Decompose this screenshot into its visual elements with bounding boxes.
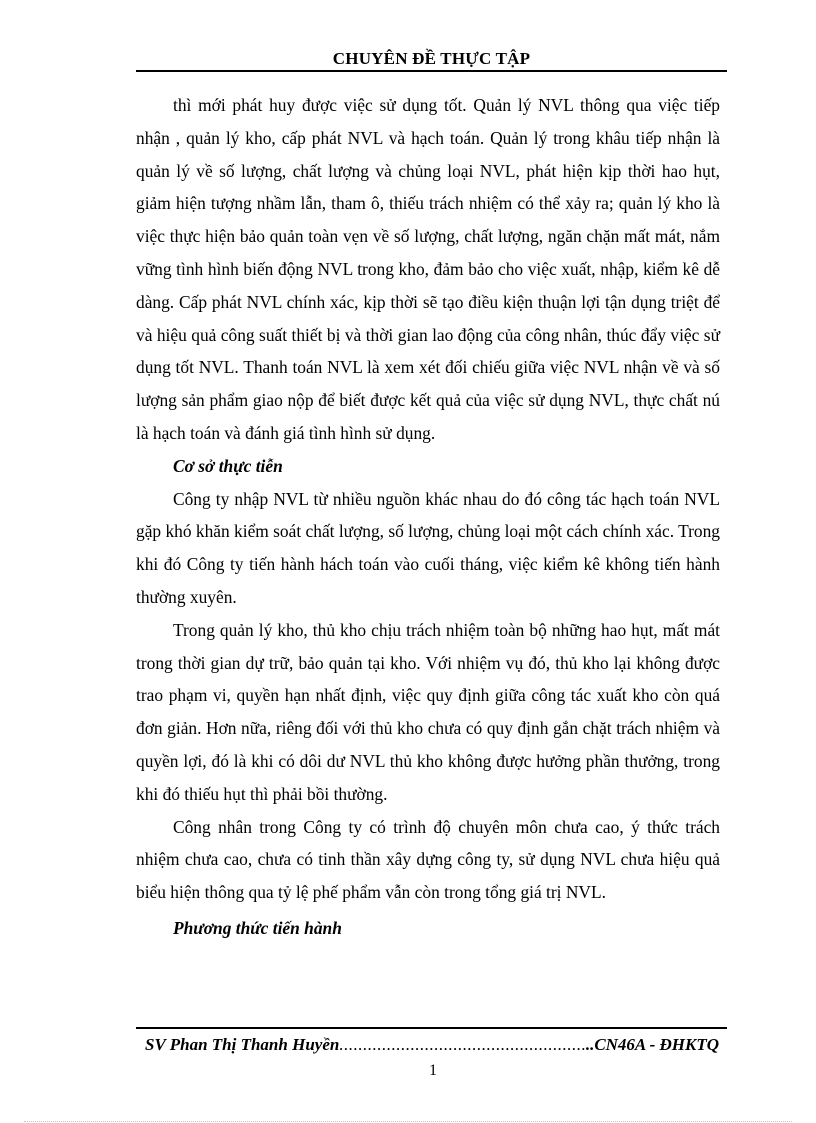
paragraph-nvl-management: thì mới phát huy được việc sử dụng tốt. Quản lý NVL thông qua việc tiếp nhận , quản lý kho, cấp phát NVL và hạch toán. Quản lý trong khâu tiếp nhận là quản lý về số lượng, chất lượng và chủng loại NVL, phát hiện kịp thời hao hụt, giảm hiện tượng nhầm lẫn, tham ô, thiếu trách nhiệm có thể xảy ra; quản lý kho là việc thực hiện bảo quản toàn vẹn về số lượng, chất lượng, ngăn chặn mất mát, nắm vững tình hình biến động NVL trong kho, đảm bảo cho việc xuất, nhập, kiểm kê dễ dàng. Cấp phát NVL chính xác, kịp thời sẽ tạo điều kiện thuận lợi tận dụng triệt để và hiệu quả công suất thiết bị và thời gian lao động của công nhân, thúc đẩy việc sử dụng tốt NVL. Thanh toán NVL là xem xét đối chiếu giữa việc NVL nhận về và số lượng sản phẩm giao nộp để biết được kết quả của việc sử dụng NVL, thực chất nú là hạch toán và đánh giá tình hình sử dụng. xyxy=(136,95,720,443)
section-heading-practical-basis: Cơ sở thực tiễn xyxy=(173,455,283,476)
footer-author: SV Phan Thị Thanh Huyền xyxy=(145,1035,340,1054)
paragraph-workers: Công nhân trong Công ty có trình độ chuyên môn chưa cao, ý thức trách nhiệm chưa cao, chưa có tinh thần xây dựng công ty, sử dụng NVL chưa hiệu quả biểu hiện thông qua tỷ lệ phế phẩm vẫn còn trong tổng giá trị NVL. xyxy=(136,816,720,903)
page-number: 1 xyxy=(429,1062,437,1079)
page-footer xyxy=(145,1035,719,1055)
page-header-title: CHUYÊN ĐỀ THỰC TẬP xyxy=(332,49,531,68)
footer-class-code: ..CN46A - ĐHKTQ xyxy=(585,1035,719,1054)
footer-divider xyxy=(136,1027,727,1029)
page-bottom-edge xyxy=(24,1121,792,1122)
paragraph-nvl-sources: Công ty nhập NVL từ nhiều nguồn khác nhau do đó công tác hạch toán NVL gặp khó khăn kiểm soát chất lượng, số lượng, chủng loại một cách chính xác. Trong khi đó Công ty tiến hành hách toán vào cuối tháng, việc kiểm kê không tiến hành thường xuyên. xyxy=(136,488,720,607)
document-body xyxy=(136,89,720,945)
section-heading-implementation-method: Phương thức tiến hành xyxy=(173,917,342,938)
paragraph-warehouse-management: Trong quản lý kho, thủ kho chịu trách nhiệm toàn bộ những hao hụt, mất mát trong thời gian dự trữ, bảo quản tại kho. Với nhiệm vụ đó, thủ kho lại không được trao phạm vi, quyền hạn nhất định, việc quy định giữa công tác xuất kho còn quá đơn giản. Hơn nữa, riêng đối với thủ kho chưa có quy định gắn chặt trách nhiệm và quyền lợi, đó là khi có dôi dư NVL thủ kho không được hưởng phần thưởng, trong khi đó thiếu hụt thì phải bồi thường. xyxy=(136,619,720,804)
header-divider xyxy=(136,70,727,72)
footer-dot-leader xyxy=(339,1035,585,1055)
